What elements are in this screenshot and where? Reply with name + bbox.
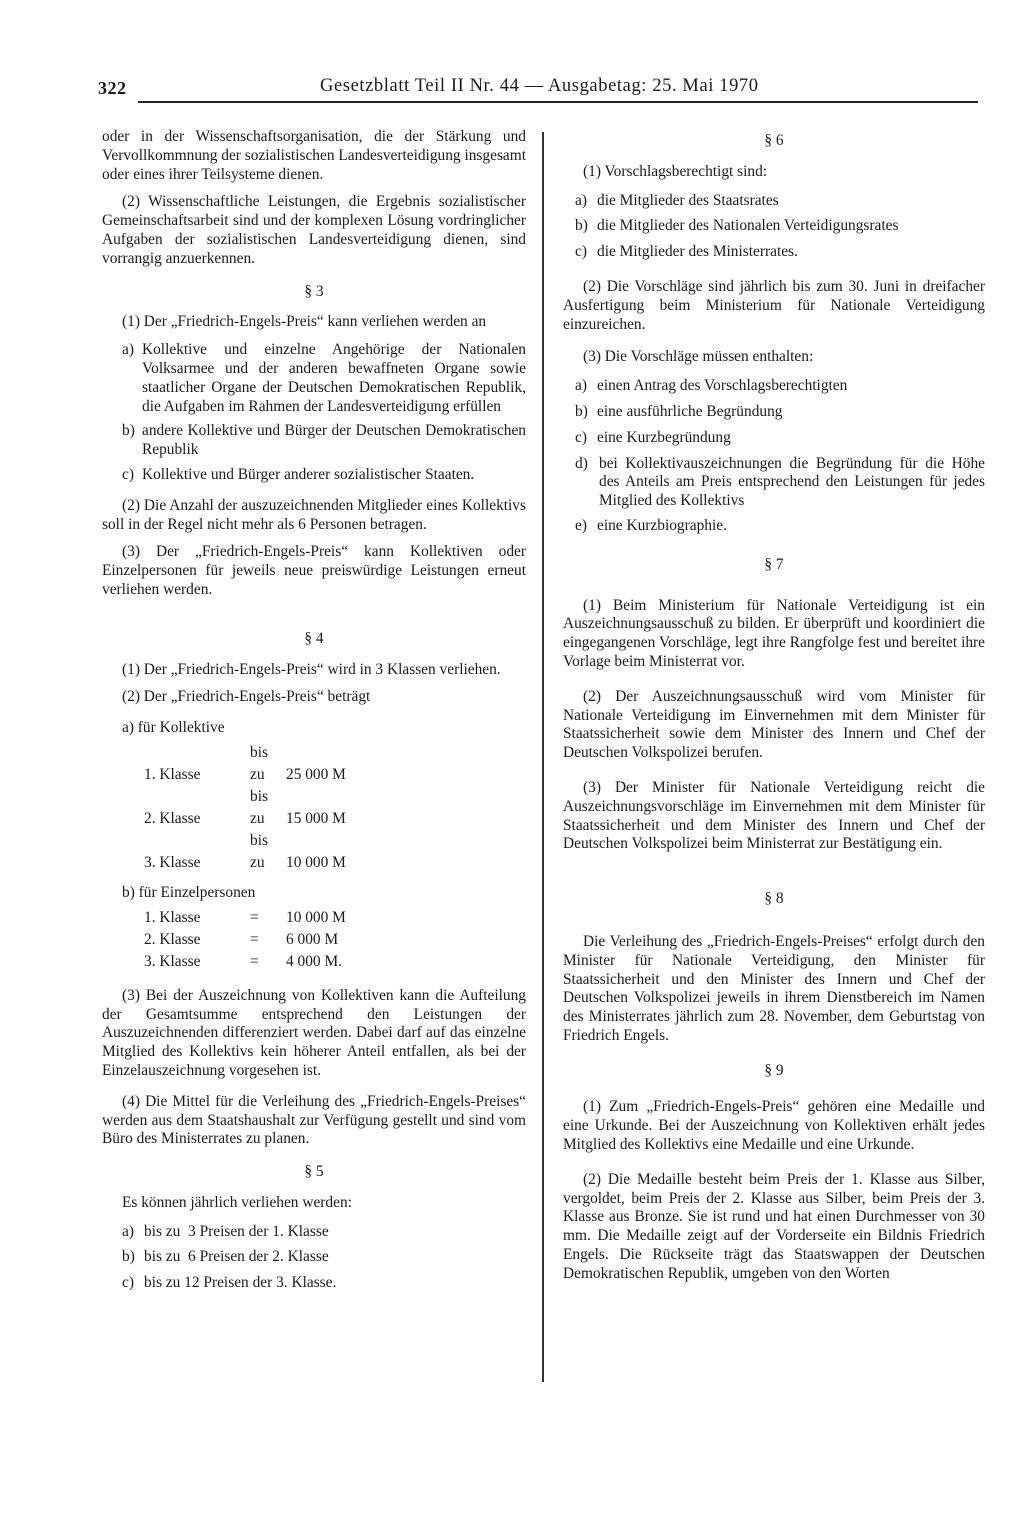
list-item-label: b) <box>122 422 135 440</box>
amount-value: 4 000 M. <box>286 952 343 970</box>
list-item <box>102 341 526 416</box>
list-item-text: eine Kurzbegründung <box>597 428 731 446</box>
amount-value: 10 000 M <box>286 853 346 871</box>
paragraph: (4) Die Mittel für die Verleihung des „Friedrich-Engels-Preises“ werden aus dem Staatshaushalt zur Verfügung gestellt und sind vom Büro des Ministerrates zu planen. <box>102 1092 526 1148</box>
paragraph: oder in der Wissenschaftsorganisation, die der Stärkung und Vervollkommnung der sozialistischen Landesverteidigung insgesamt oder eines ihrer Teilsysteme dienen. <box>102 128 527 183</box>
paragraph: Es können jährlich verliehen werden: <box>122 1193 352 1211</box>
paragraph: (2) Die Vorschläge sind jährlich bis zum 30. Juni in dreifacher Ausfertigung beim Ministerium für Nationale Verteidigung einzureichen. <box>563 277 985 333</box>
paragraph: Die Verleihung des „Friedrich-Engels-Preises“ erfolgt durch den Minister für Nationale Verteidigung, den Minister für Staatssicherheit und den Minister des Innern und Chef der Deutschen Volkspolizei jeweils in ihrem Dienstbereich im Namen des Ministerrates jährlich zum 28. November, dem Geburtstag von Friedrich Engels. <box>563 932 985 1044</box>
amount-relation: bis zu <box>250 743 268 783</box>
section-heading: § 4 <box>304 629 324 647</box>
list-item <box>102 1248 526 1267</box>
list-item-text: die Mitglieder des Ministerrates. <box>597 243 798 261</box>
paragraph: (1) Zum „Friedrich-Engels-Preis“ gehören eine Medaille und eine Urkunde. Bei der Auszeichnung von Kollektiven erhält jedes Mitglied des Kollektivs eine Medaille und eine Urkunde. <box>563 1098 985 1154</box>
amount-value: 10 000 M <box>286 908 346 926</box>
paragraph: (2) Der Auszeichnungsausschuß wird vom Minister für Nationale Verteidigung im Einvernehmen mit dem Minister für Staatssicherheit sowie dem Minister des Innern und Chef der Deutschen Volkspolizei berufen. <box>563 687 985 762</box>
class-label: 1. Klasse <box>144 908 201 926</box>
list-item-text: eine Kurzbiographie. <box>597 516 727 534</box>
amount-relation: bis zu <box>250 831 268 871</box>
list-item-label: c) <box>575 428 587 446</box>
list-item-label: a) <box>575 191 587 209</box>
amount-value: 25 000 M <box>286 765 346 783</box>
list-item <box>563 377 985 396</box>
list-item-text: bei Kollektivauszeichnungen die Begründung für die Höhe des Anteils am Preis entsprechend den Leistungen für jedes Mitglied des Kollektivs <box>599 454 985 510</box>
amount-row <box>102 907 526 929</box>
paragraph: (1) Vorschlagsberechtigt sind: <box>583 162 768 180</box>
column-divider <box>542 132 544 1382</box>
amount-group-label: b) für Einzelpersonen <box>122 883 256 901</box>
amount-row <box>102 786 526 830</box>
list-item-text: bis zu 3 Preisen der 1. Klasse <box>144 1222 329 1240</box>
list-item-text: die Mitglieder des Staatsrates <box>597 191 779 209</box>
list-item <box>563 517 985 536</box>
list-item-label: e) <box>575 516 587 534</box>
amount-value: 6 000 M <box>286 930 339 948</box>
class-label: 3. Klasse <box>144 952 201 970</box>
list-item-label: d) <box>575 454 588 472</box>
paragraph: (2) Die Medaille besteht beim Preis der 1. Klasse aus Silber, vergoldet, beim Preis der 2. Klasse aus Silber, beim Preis der 3. Klasse aus Bronze. Sie ist rund und hat einen Durchmesser von 30 mm. Die Medaille zeigt auf der Vorderseite ein Bildnis Friedrich Engels. Die Rückseite trägt das Staatswappen der Deutschen Demokratischen Republik, umgeben von den Worten <box>563 1170 985 1282</box>
list-item-label: a) <box>122 1222 134 1240</box>
list-item-text: Kollektive und Bürger anderer sozialistischer Staaten. <box>142 465 475 483</box>
list-item-label: c) <box>122 465 134 483</box>
section-heading: § 9 <box>764 1061 784 1079</box>
class-label: 2. Klasse <box>144 809 201 827</box>
list-item-text: einen Antrag des Vorschlagsberechtigten <box>597 377 848 395</box>
amount-group-label: a) für Kollektive <box>122 719 225 737</box>
list-item <box>563 243 985 262</box>
paragraph: (3) Die Vorschläge müssen enthalten: <box>583 348 814 366</box>
list-item <box>563 429 985 448</box>
list-item <box>563 455 985 511</box>
list-item <box>563 192 985 211</box>
amount-relation: = <box>250 930 259 948</box>
amount-row <box>102 929 526 951</box>
paragraph: (2) Die Anzahl der auszuzeichnenden Mitglieder eines Kollektivs soll in der Regel nicht mehr als 6 Personen betragen. <box>102 496 526 533</box>
list-item <box>102 466 526 485</box>
paragraph: (3) Der Minister für Nationale Verteidigung reicht die Auszeichnungsvorschläge im Einvernehmen mit dem Minister für Staatssicherheit und dem Minister des Innern und Chef der Deutschen Volkspolizei beim Ministerrat zur Bestätigung ein. <box>563 778 985 853</box>
page-header <box>98 74 978 104</box>
list-item-label: b) <box>575 402 588 420</box>
paragraph: (2) Wissenschaftliche Leistungen, die Ergebnis sozialistischer Gemeinschaftsarbeit sind und der komplexen Lösung vordringlicher Aufgaben der sozialistischen Landesverteidigung dienen, sind vorrangig anzuerkennen. <box>102 193 526 267</box>
list-item <box>102 1274 526 1293</box>
section-heading: § 3 <box>304 282 324 300</box>
amount-relation: = <box>250 952 259 970</box>
page-number: 322 <box>98 78 127 98</box>
amount-row <box>102 951 526 973</box>
class-label: 2. Klasse <box>144 930 201 948</box>
list-item-text: bis zu 6 Preisen der 2. Klasse <box>144 1248 329 1266</box>
list-item-label: a) <box>122 341 134 359</box>
list-item <box>563 403 985 422</box>
list-item-label: b) <box>122 1248 135 1266</box>
right-column <box>563 128 985 1293</box>
paragraph: (1) Der „Friedrich-Engels-Preis“ wird in 3 Klassen verliehen. <box>122 660 501 678</box>
amount-row <box>102 742 526 786</box>
paragraph: (1) Der „Friedrich-Engels-Preis“ kann verliehen werden an <box>122 313 487 331</box>
list-item <box>102 1223 526 1242</box>
header-title: Gesetzblatt Teil II Nr. 44 — Ausgabetag: 25. Mai 1970 <box>320 76 759 96</box>
left-column <box>102 128 526 1300</box>
paragraph: (2) Der „Friedrich-Engels-Preis“ beträgt <box>122 688 371 706</box>
amount-row <box>102 830 526 874</box>
section-heading: § 8 <box>764 890 784 908</box>
list-item-text: Kollektive und einzelne Angehörige der Nationalen Volksarmee und der anderen bewaffneten Organe sowie staatlicher Organe der Deutschen Demokratischen Republik, die Aufgaben im Rahmen der Landesverteidigung erfüllen <box>142 341 526 415</box>
list-item-text: die Mitglieder des Nationalen Verteidigungsrates <box>597 217 899 235</box>
list-item <box>563 217 985 236</box>
list-item-label: c) <box>122 1274 134 1292</box>
paragraph: (1) Beim Ministerium für Nationale Verteidigung ist ein Auszeichnungsausschuß zu bilden. Er überprüft und koordiniert die eingegangenen Vorschläge, legt ihre Rangfolge fest und bereitet ihre Vorlage beim Ministerrat vor. <box>563 596 985 670</box>
list-item-text: andere Kollektive und Bürger der Deutschen Demokratischen Republik <box>142 422 526 459</box>
list-item-label: b) <box>575 217 588 235</box>
header-rule <box>138 101 978 103</box>
paragraph: (3) Bei der Auszeichnung von Kollektiven kann die Aufteilung der Gesamtsumme entsprechend den Leistungen der Auszuzeichnenden differenziert werden. Dabei darf auf das einzelne Mitglied des Kollektivs kein höherer Anteil entfallen, als bei der Einzelauszeichnung vorgesehen ist. <box>102 986 526 1079</box>
list-item <box>102 422 526 460</box>
amount-relation: bis zu <box>250 787 268 827</box>
list-item-label: c) <box>575 243 587 261</box>
class-label: 1. Klasse <box>144 765 201 783</box>
section-heading: § 6 <box>764 132 784 149</box>
list-item-text: bis zu 12 Preisen der 3. Klasse. <box>144 1274 337 1292</box>
paragraph: (3) Der „Friedrich-Engels-Preis“ kann Kollektiven oder Einzelpersonen für jeweils neue preiswürdige Leistungen erneut verliehen werden. <box>102 543 526 598</box>
class-label: 3. Klasse <box>144 853 201 871</box>
section-heading: § 5 <box>304 1163 324 1181</box>
list-item-text: eine ausführliche Begründung <box>597 402 783 420</box>
list-item-label: a) <box>575 377 587 395</box>
amount-relation: = <box>250 908 259 926</box>
section-heading: § 7 <box>764 555 784 573</box>
amount-value: 15 000 M <box>286 809 346 827</box>
